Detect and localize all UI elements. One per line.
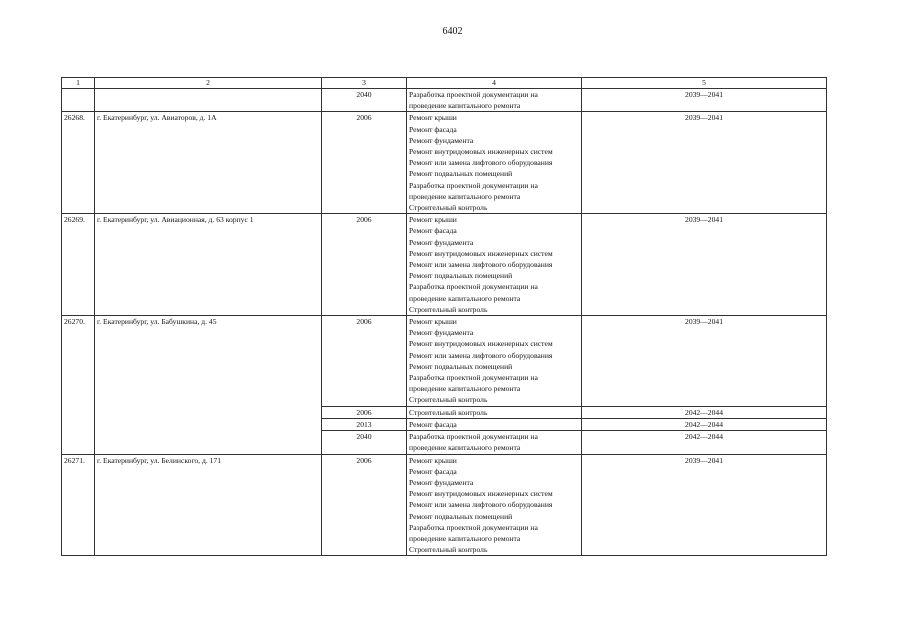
repair-work-item: Разработка проектной документации на [409, 90, 538, 99]
repair-work-item: Ремонт или замена лифтового оборудования [409, 500, 553, 510]
repair-work-item: проведение капитального ремонта [409, 443, 521, 453]
repair-work-item: проведение капитального ремонта [409, 293, 521, 303]
building-address: г. Екатеринбург, ул. Белинского, д. 171 [95, 454, 322, 556]
row-number: 26268. [62, 112, 95, 214]
repair-works [407, 406, 582, 418]
repair-work-item: Ремонт или замена лифтового оборудования [409, 260, 553, 270]
construction-year: 2040 [322, 89, 407, 112]
repair-works [407, 112, 582, 214]
building-address [95, 89, 322, 112]
table-row [62, 454, 827, 556]
table-row [62, 89, 827, 112]
repair-work-item: Разработка проектной документации на [409, 522, 538, 532]
repair-work-item: проведение капитального ремонта [409, 191, 521, 201]
repair-works [407, 454, 582, 556]
repair-work-item: Ремонт фасада [409, 466, 457, 476]
construction-year: 2040 [322, 431, 407, 454]
repair-work-item: Ремонт фасада [409, 419, 457, 429]
construction-year: 2013 [322, 418, 407, 430]
construction-year: 2006 [322, 316, 407, 407]
repair-work-item: Ремонт фундамента [409, 135, 474, 145]
repair-work-item: Ремонт крыши [409, 113, 457, 123]
column-header-2: 2 [95, 78, 322, 89]
planned-period: 2039—2041 [582, 316, 827, 407]
repair-work-item: Строительный контроль [409, 203, 488, 213]
repair-work-item: Ремонт внутридомовых инженерных систем [409, 339, 553, 349]
repair-work-item: Ремонт крыши [409, 215, 457, 225]
repair-work-item: Ремонт подвальных помещений [409, 169, 513, 179]
row-number: 26270. [62, 316, 95, 454]
construction-year: 2006 [322, 112, 407, 214]
construction-year: 2006 [322, 406, 407, 418]
planned-period: 2042—2044 [582, 431, 827, 454]
column-header-5: 5 [582, 78, 827, 89]
repair-work-item: проведение капитального ремонта [409, 533, 521, 543]
repair-work-item: Строительный контроль [409, 545, 488, 555]
column-header-3: 3 [322, 78, 407, 89]
repair-work-item: Ремонт фасада [409, 226, 457, 236]
repair-work-item: Ремонт внутридомовых инженерных систем [409, 248, 553, 258]
repair-work-item: Ремонт внутридомовых инженерных систем [409, 147, 553, 157]
repair-work-item: Разработка проектной документации на [409, 180, 538, 190]
repair-work-item: Строительный контроль [409, 407, 488, 417]
repair-work-item: Ремонт фундамента [409, 328, 474, 338]
repair-work-item: Ремонт подвальных помещений [409, 271, 513, 281]
repair-work-item: проведение капитального ремонта [409, 384, 521, 394]
repair-work-item: Ремонт фасада [409, 124, 457, 134]
planned-period: 2039—2041 [582, 89, 827, 112]
repair-works [407, 214, 582, 316]
repair-work-item: Строительный контроль [409, 304, 488, 314]
repair-works [407, 89, 582, 112]
repair-work-item: Ремонт или замена лифтового оборудования [409, 350, 553, 360]
repair-work-item: Ремонт или замена лифтового оборудования [409, 158, 553, 168]
row-number: 26269. [62, 214, 95, 316]
planned-period: 2042—2044 [582, 406, 827, 418]
repair-works [407, 418, 582, 430]
construction-year: 2006 [322, 454, 407, 556]
repair-work-item: Разработка проектной документации на [409, 282, 538, 292]
repair-works [407, 316, 582, 407]
building-address: г. Екатеринбург, ул. Авиаторов, д. 1А [95, 112, 322, 214]
table-body [62, 89, 827, 556]
repair-work-item: Ремонт подвальных помещений [409, 361, 513, 371]
column-header-4: 4 [407, 78, 582, 89]
repair-work-item: Ремонт крыши [409, 317, 457, 327]
table-row [62, 214, 827, 316]
repair-work-item: Разработка проектной документации на [409, 432, 538, 442]
column-number-row [62, 78, 827, 89]
row-number: 26271. [62, 454, 95, 556]
planned-period: 2039—2041 [582, 112, 827, 214]
repair-work-item: Строительный контроль [409, 395, 488, 405]
repair-work-item: Ремонт крыши [409, 455, 457, 465]
repair-work-item: Ремонт внутридомовых инженерных систем [409, 489, 553, 499]
repair-work-item: Ремонт фундамента [409, 477, 474, 487]
column-header-1: 1 [62, 78, 95, 89]
repair-work-item: проведение капитального ремонта [409, 101, 521, 111]
construction-year: 2006 [322, 214, 407, 316]
planned-period: 2039—2041 [582, 454, 827, 556]
repair-work-item: Ремонт фундамента [409, 237, 474, 247]
building-address: г. Екатеринбург, ул. Авиационная, д. 63 корпус 1 [95, 214, 322, 316]
repair-works [407, 431, 582, 454]
capital-repair-table [61, 77, 827, 556]
repair-work-item: Разработка проектной документации на [409, 373, 538, 383]
table-row [62, 112, 827, 214]
repair-work-item: Ремонт подвальных помещений [409, 511, 513, 521]
row-number [62, 89, 95, 112]
building-address: г. Екатеринбург, ул. Бабушкина, д. 45 [95, 316, 322, 454]
planned-period: 2039—2041 [582, 214, 827, 316]
page-number: 6402 [442, 26, 463, 37]
table-row [62, 316, 827, 407]
planned-period: 2042—2044 [582, 418, 827, 430]
